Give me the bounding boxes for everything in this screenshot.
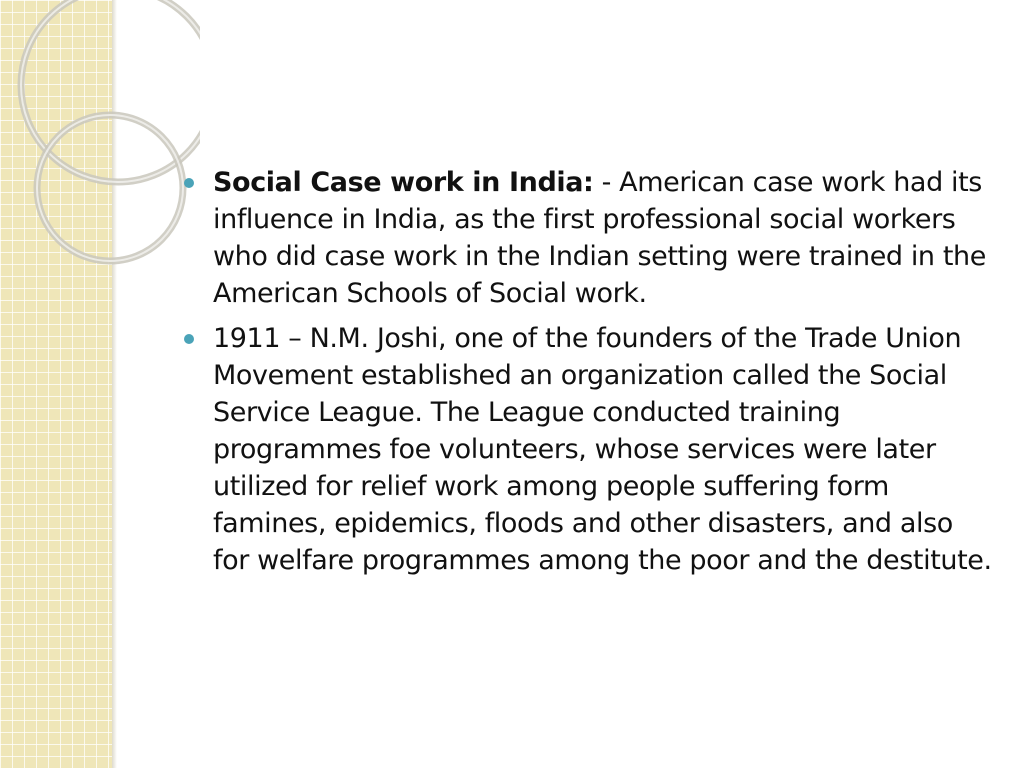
bullet-item-social-service-league xyxy=(184,320,994,579)
bullet-dot-icon xyxy=(184,334,194,344)
slide-content xyxy=(184,164,994,587)
decorative-rings xyxy=(0,0,200,300)
bullet-dot-icon xyxy=(184,178,194,188)
bullet-lead-text: Social Case work in India: xyxy=(213,167,594,198)
bullet-body-text: 1911 – N.M. Joshi, one of the founders of the Trade Union Movement established an organization called the Social Service League. The League conducted training programmes foe volunteers, whose services were later utilized for relief work among people suffering form famines, epidemics, floods and other disasters, and also for welfare programmes among the poor and the destitute. xyxy=(213,323,992,576)
lower-ring-highlight xyxy=(37,115,183,261)
bullet-body-text: - American case work had its influence in India, as the first professional social workers who did case work in the Indian setting were trained in the American Schools of Social work. xyxy=(213,167,986,309)
bullet-item-case-work xyxy=(184,164,994,312)
bullet-list xyxy=(184,164,994,579)
